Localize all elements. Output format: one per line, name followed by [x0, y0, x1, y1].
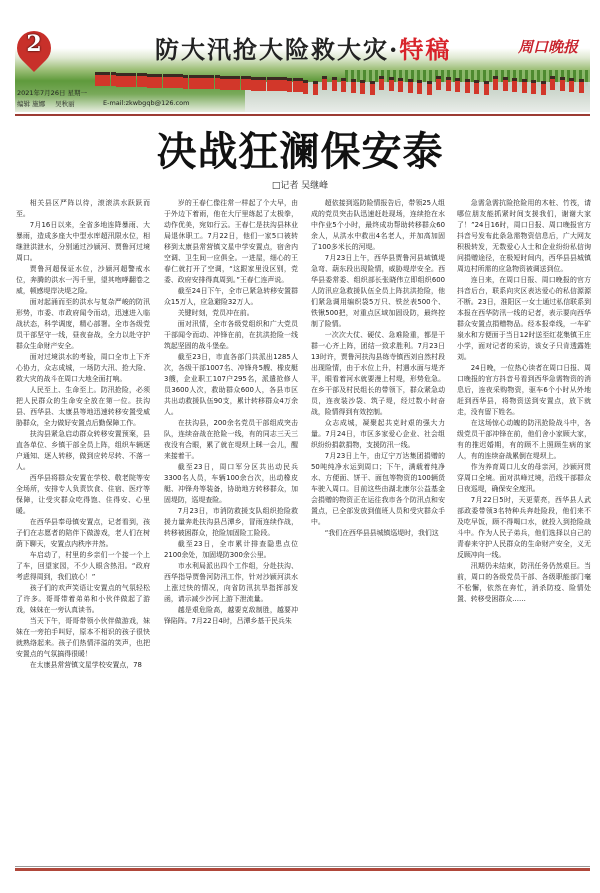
section-tag: 特稿	[399, 35, 452, 64]
designer: 吴秋丽	[55, 100, 75, 108]
article-column-2	[164, 198, 298, 864]
rescue-worker-figure	[408, 79, 413, 93]
page-number: 2	[26, 31, 42, 57]
article-paragraph: 关键时刻，党员冲在前。	[177, 309, 254, 317]
rescue-worker-figure	[427, 81, 432, 95]
rescue-worker-figure	[332, 77, 337, 91]
article-paragraph: 人民至上、生命至上。防汛抢险，必须把人民群众的生命安全放在第一位。扶沟县、西华县、太康县等地迅速转移安置受威胁群众，全力做好安置点后勤保障工作。	[16, 386, 150, 427]
section-title	[155, 30, 451, 65]
article-paragraph: 超依接到巡防险情报告后，带领25人组成的党员突击队迅速赶赴现场，连续抢在水中作业5个小时，最终成功帮助转移群众60余人，从洪水中救出4名老人，并加高加固了100多米长的河堤。	[311, 199, 445, 251]
rescue-worker-figure	[531, 80, 536, 94]
article-paragraph: 在扶沟县，200余名党员干部组成突击队，连续奋战在抢险一线，有的同志三天三夜没有合眼，累了就在堤坝上眯一会儿，醒来接着干。	[164, 419, 298, 460]
section-title-text: 防大汛抢大险救大灾·	[155, 35, 400, 64]
article-paragraph: 在这场惊心动魄的防汛抢险战斗中，各级党员干部冲锋在前，他们舍小家顾大家，有的推迟婚期，有的顾不上照顾生病的家人，有的连续奋战累倒在堤坝上。	[457, 419, 591, 460]
article-paragraph: 扶沟县紧急启动群众转移安置预案，县直各单位、乡镇干部全员上阵，组织车辆逐户通知、逐人转移，做到应转尽转、不落一人。	[16, 430, 150, 471]
rescue-worker-figure	[313, 81, 318, 95]
article-column-3	[311, 198, 445, 864]
article-paragraph: 连日来，在周口日报、周口晚报的官方抖音后台，联系向灾区表达爱心的私信源源不断。23日，淮阳区一女士通过私信联系到本报在西华防汛一线的记者，表示要向西华群众安置点捐赠物品。经本报牵线，一车矿泉水和方便面于当日12时送至红花集镇王庄小学，面对记者的采访，该女子只肯透露姓刘。	[457, 276, 591, 361]
article-paragraph: 7月23日，市消防救援支队组织抢险救援力量奔赴扶沟县吕潭乡，冒雨连续作战，转移被困群众，抢险加固险工险段。	[164, 507, 298, 537]
rescue-worker-figure	[446, 77, 451, 91]
article-paragraph: 贾鲁河超保证水位，沙颍河超警戒水位，奔腾的洪水一泻千里，望其咆哮翻卷之威，顿感堤岸决堤之险。	[16, 265, 150, 295]
article-paragraph: 面对汛情，全市各级党组织和广大党员干部闻令而动、冲锋在前，在抗洪抢险一线筑起坚固的战斗堡垒。	[164, 320, 298, 350]
rescue-worker-figure	[579, 79, 584, 93]
editor-credits	[17, 99, 85, 108]
rescue-worker-figure	[569, 78, 574, 92]
editor: 编辑 施娜	[17, 100, 46, 108]
header-divider	[15, 114, 590, 116]
article-column-1	[16, 198, 150, 864]
rescue-worker-figure	[322, 76, 327, 90]
rescue-worker-figure	[417, 80, 422, 94]
article-paragraph: 7月23日上午，由辽宁万达集团捐赠的50吨纯净水运到周口；下午，满载着纯净水、方便面、饼干、面包等物资的100辆货车驶入周口。目前这些由湖北康尔公益基金会捐赠的物资正在运往我市各个防汛点和安置点，已全部发放到值班人员和受灾群众手中。	[311, 452, 445, 526]
rescue-worker-figure	[341, 78, 346, 92]
article-paragraph: 相关县区严阵以待，滚滚洪水跃跃而至。	[16, 199, 150, 218]
article-paragraph: 越是艰危险高，越要克敌制胜，越要冲锋陷阵。7月22日4时，吕潭乡基干民兵朱	[164, 606, 298, 625]
article-byline: □记者 吴继峰	[271, 181, 329, 191]
rescue-worker-figure	[465, 79, 470, 93]
article-paragraph: 一次次大仗、硬仗、急难险重，都是干群一心齐上阵，团结一致求胜利。7月23日13时许，贾鲁河扶沟县练寺镇西刘自然村段出现险情，由于水位上升，村遇水面与堤齐平，眼看着河水就要漫上村堤，形势危急。在乡干部及村民组长的带领下，群众紧急动员，连夜装沙袋、筑子堤，经过数小时奋战，险情得到有效控制。	[311, 331, 445, 416]
article-paragraph: 汛期仍未结束，防汛任务仍然艰巨。当前，周口的各级党员干部、各级职能部门毫不松懈，依然在奔忙，消杀防疫、险情处置、转移受困群众……	[457, 562, 591, 603]
newspaper-logo: 周口晚报	[518, 38, 579, 56]
footer-divider	[15, 866, 590, 867]
rescue-worker-figure	[398, 78, 403, 92]
rescue-worker-figure	[303, 80, 308, 94]
rescue-worker-figure	[379, 76, 384, 90]
rescue-worker-figure	[360, 80, 365, 94]
rescue-worker-figure	[474, 80, 479, 94]
article-paragraph: 市水利局派出四个工作组，分赴扶沟、西华指导贾鲁河防汛工作，针对沙颍河洪水上涨过快的情况，向省防汛抗旱指挥部发函，请示减少沙河上游下泄流量。	[164, 562, 298, 603]
article-paragraph: 截至23日，市直各部门共派出1285人次，各级干部1007名、冲锋舟5艘、橡皮艇3艘，企业职工107户295名，派遣抢修人员3600人次，救助群众600人，各县市区共出动救援队伍90支，累计转移群众4万余人。	[164, 353, 298, 416]
rescue-worker-figure	[512, 78, 517, 92]
rescue-worker-figure	[389, 77, 394, 91]
rescue-worker-figure	[550, 76, 555, 90]
rescue-worker-figure	[503, 77, 508, 91]
rescue-worker-figure	[493, 76, 498, 90]
article-paragraph: 面对过境洪水的考验，周口全市上下齐心协力，众志成城，一场防大汛、抢大险、救大灾的战斗在周口大地全面打响。	[16, 353, 150, 383]
rescue-workers-line	[95, 72, 590, 102]
article-paragraph: 孩子们的欢声笑语让安置点的气氛轻松了许多。哥哥带着弟弟和小伙伴做起了游戏，妹妹在一旁认真读书。	[16, 584, 150, 614]
article-paragraph: 作为养育周口儿女的母亲河，沙颍河贯穿周口全境。面对洪峰过境，沿线干部群众日夜巡堤，确保安全度汛。	[457, 463, 591, 493]
issue-date: 2021年7月26日 星期一	[17, 89, 88, 97]
article-paragraph: 在西华县奉母镇安置点，记者看到，孩子们在志愿者的陪伴下做游戏，老人们在树荫下聊天，安置点内秩序井然。	[16, 518, 150, 548]
rescue-worker-figure	[522, 79, 527, 93]
article-paragraph: 7月23日上午，西华县贾鲁河县域镇堤急弯、葫东段出现险情，威胁堤岸安全。西华县委常委、组织部长张晓伟立即组织600人防汛应急救援队伍全员上阵抗洪抢险，他们紧急调用编织袋5万只、铁丝表500个、铁锹500把，对重点区域加固设防，最终控制了险情。	[311, 254, 445, 328]
rescue-worker-figure	[436, 76, 441, 90]
article-paragraph: 截至23日，周口军分区共出动民兵3300名人员，车辆100余台次，出动橡皮艇、冲锋舟等装备，协助地方转移群众，加固堤防，巡堤查险。	[164, 463, 298, 504]
article-paragraph: 截至23日，全市累计排查隐患点位2100余处，加固堤防300余公里。	[164, 540, 298, 559]
article-title: 决战狂澜保安泰	[156, 128, 444, 175]
article-paragraph: 7月16日以来，全省多地连降暴雨、大暴雨，造成多座大中型水库超汛限水位，相继泄洪泄水，分别通过沙颍河、贾鲁河过境周口。	[16, 221, 150, 262]
article-paragraph: 当天下午，哥哥带领小伙伴做游戏，妹妹在一旁拍手叫好，原本不相识的孩子很快就熟络起来。孩子们热情洋溢的笑声，也把安置点的气氛搞得很暖！	[16, 617, 150, 658]
article-paragraph: “我们在西华县县城镇巡堤时，我们这	[324, 529, 439, 537]
article-paragraph: 面对起涌而至的洪水与复杂严峻的防汛形势，市委、市政府闻令而动，迅速进入临战状态，科学调度，精心部署。全市各级党员干部坚守一线，昼夜奋战，全力以赴守护群众生命财产安全。	[16, 298, 150, 350]
article-paragraph: 在太康县常营镇文星学校安置点，78	[29, 661, 142, 669]
article-paragraph: 24日晚，一位热心读者在周口日报、周口晚报的官方抖音号看到西华急需物资的消息后，连夜采购物资，驱车6个小时从外地赶到西华县，将物资送到安置点，放下就走，没有留下姓名。	[457, 364, 591, 416]
article-paragraph: 急需急需抗险抢险用的木桩、竹筏，请哪位朋友能抓紧时间支援我们，谢谢大家了！”24日16时，周口日报、周口晚报官方抖音号发布此条急需物资信息后，广大网友积极转发，无数爱心人士和企业纷纷私信询问捐赠途径，在极短时间内，西华县县城镇周边村所需的应急物资被调送到位。	[457, 199, 591, 273]
article-paragraph: 车启动了，村里的乡亲们一个接一个上了车，回望家园，不少人眼含热泪。“政府考虑得周到，我们放心！”	[16, 551, 150, 581]
article-column-4	[457, 198, 591, 864]
article-paragraph: 岁的王春仁像往常一样起了个大早，由于外边下着雨，他在大厅里练起了太极拳，动作优美，宛如行云。王春仁是扶沟县林业局退休职工。7月22日，他们一家5口被转移到太康县常营镇文星中学安置点，宿舍内空调、卫生间一应俱全。一进屋，细心的王春仁就打开了空调，“这跟家里没区别，党委、政府安排得真周到。”王春仁连声说。	[164, 199, 298, 284]
rescue-worker-figure	[484, 81, 489, 95]
rescue-worker-figure	[560, 77, 565, 91]
contact-email: E-mail:zkwbgqb@126.com	[103, 99, 190, 107]
footer-divider-thick	[15, 868, 590, 871]
rescue-worker-figure	[351, 79, 356, 93]
article-paragraph: 7月22日5时，天更蒙亮，西华县人武部政委带领3名特种兵奔赴险段，他们来不及吃早饭，顾不得喝口水，就投入到抢险战斗中。作为人民子弟兵，他们选择以自己的青春来守护人民群众的生命财产安全，义无反顾冲向一线。	[457, 496, 591, 559]
rescue-worker-figure	[455, 78, 460, 92]
rescue-worker-figure	[370, 81, 375, 95]
article-paragraph: 西华县将群众安置在学校、敬老院等安全场所，安排专人负责饮食、住宿、医疗等保障，让受灾群众吃得饱、住得安、心里暖。	[16, 474, 150, 515]
rescue-worker-figure	[541, 81, 546, 95]
article-paragraph: 截至24日下午，全市已紧急转移安置群众15万人，应急避险32万人。	[164, 287, 298, 306]
article-paragraph: 众志成城，凝聚起共克时艰的强大力量。7月24日，市区多家爱心企业、社会组织纷纷捐款捐物，支援防汛一线。	[311, 419, 445, 449]
